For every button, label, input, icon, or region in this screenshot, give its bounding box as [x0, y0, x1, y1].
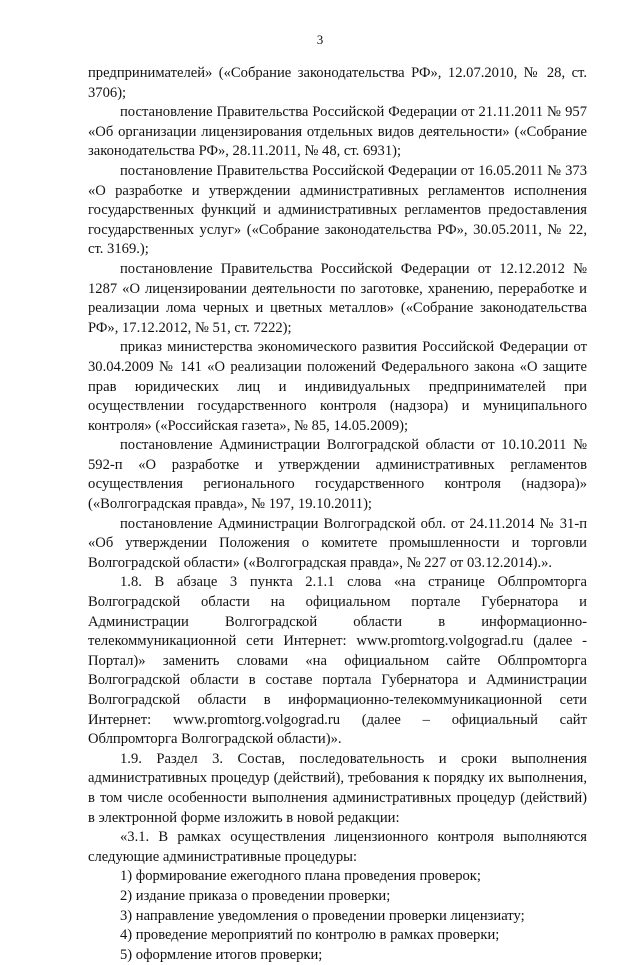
paragraph-decree-957: постановление Правительства Российской Федерации от 21.11.2011 № 957 «Об организации лицензирования отдельных видов деятельности» («Собрание законодательства РФ», 28.11.2011, № 48, ст. 6931); — [88, 104, 587, 160]
page-number: 3 — [316, 32, 324, 47]
document-body — [88, 64, 587, 965]
paragraph-order-141: приказ министерства экономического развития Российской Федерации от 30.04.2009 № 141 «О реализации положений Федерального закона «О защите прав юридических лиц и индивидуальных предпринимателей при осуществлении государственного контроля (надзора) и муниципального контроля» («Российская газета», № 85, 14.05.2009); — [88, 339, 587, 434]
paragraph-decree-592p: постановление Администрации Волгоградской области от 10.10.2011 № 592-п «О разработке и утверждении административных регламентов осуществления регионального государственного контроля (надзора)» («Волгоградская правда», № 197, 19.10.2011); — [88, 437, 587, 513]
list-item-4: 4) проведение мероприятий по контролю в рамках проверки; — [120, 927, 500, 944]
paragraph-1-9: 1.9. Раздел 3. Состав, последовательность и сроки выполнения административных процедур (действий), требования к порядку их выполнения, в том числе особенности выполнения административных процедур (действий) в электронной форме изложить в новой редакции: — [88, 750, 587, 826]
paragraph-decree-1287: постановление Правительства Российской Федерации от 12.12.2012 № 1287 «О лицензировании деятельности по заготовке, хранению, переработке и реализации лома черных и цветных металлов» («Собрание законодательства РФ», 17.12.2012, № 51, ст. 7222); — [88, 260, 587, 336]
paragraph-decree-31p: постановление Администрации Волгоградской обл. от 24.11.2014 № 31-п «Об утверждении Положения о комитете промышленности и торговли Волгоградской области» («Волгоградская правда», № 227 от 03.12.2014).». — [88, 515, 587, 571]
paragraph-3-1: «3.1. В рамках осуществления лицензионного контроля выполняются следующие административные процедуры: — [88, 829, 587, 865]
list-item-1: 1) формирование ежегодного плана проведения проверок; — [120, 868, 481, 885]
paragraph-continuation: предпринимателей» («Собрание законодательства РФ», 12.07.2010, № 28, ст. 3706); — [88, 65, 587, 101]
list-item-5: 5) оформление итогов проверки; — [120, 946, 323, 963]
paragraph-1-8: 1.8. В абзаце 3 пункта 2.1.1 слова «на странице Облпромторга Волгоградской области на официальном портале Губернатора и Администрации Волгоградской области в информационно-телекоммуникационной сети Интернет: www.promtorg.volgograd.ru (далее - Портал)» заменить словами «на официальном сайте Облпромторга Волгоградской области в составе портала Губернатора и Администрации Волгоградской области в информационно-телекоммуникационной сети Интернет: www.promtorg.volgograd.ru (далее – официальный сайт Облпромторга Волгоградской области)». — [88, 574, 587, 748]
paragraph-decree-373: постановление Правительства Российской Федерации от 16.05.2011 № 373 «О разработке и утверждении административных регламентов исполнения государственных функций и административных регламентов предоставления государственных услуг» («Собрание законодательства РФ», 30.05.2011, № 22, ст. 3169.); — [88, 162, 587, 258]
list-item-2: 2) издание приказа о проведении проверки; — [120, 887, 391, 904]
list-item-3: 3) направление уведомления о проведении проверки лицензиату; — [120, 907, 525, 924]
